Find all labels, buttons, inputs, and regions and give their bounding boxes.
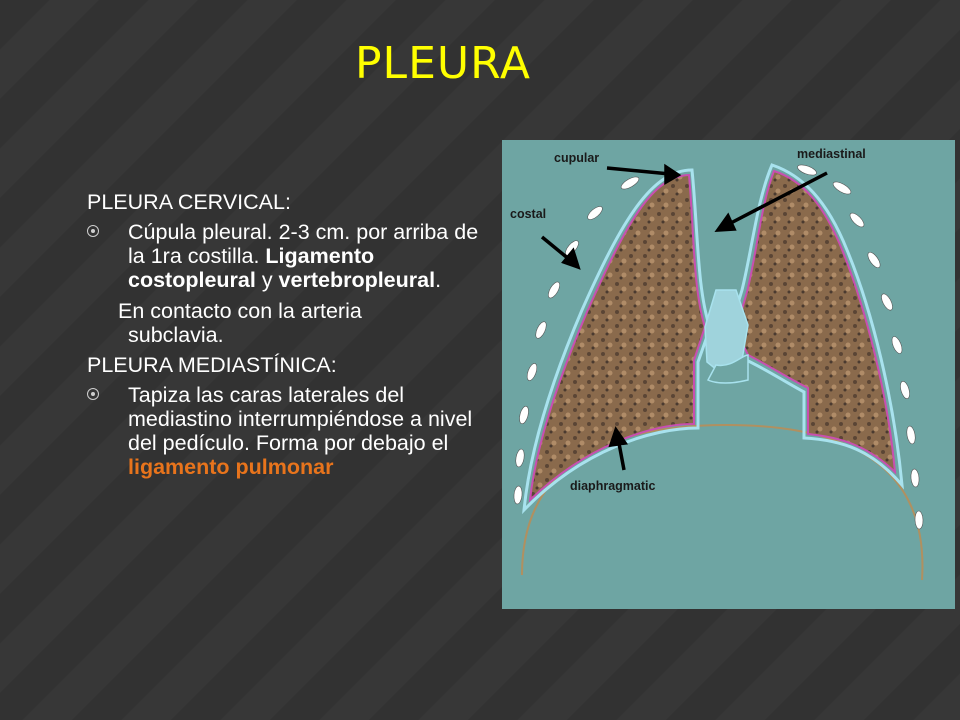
left-lung bbox=[530, 175, 705, 500]
note-arteria-cont: subclavia. bbox=[128, 323, 224, 347]
label-cupular: cupular bbox=[554, 151, 600, 165]
label-costal: costal bbox=[510, 207, 547, 221]
label-diaphragmatic: diaphragmatic bbox=[570, 479, 656, 493]
bullet-icon bbox=[87, 388, 99, 400]
section-heading-cervical: PLEURA CERVICAL: bbox=[87, 190, 291, 214]
bullet-icon bbox=[87, 225, 99, 237]
note-arteria: En contacto con la arteria bbox=[118, 299, 362, 323]
slide-body bbox=[87, 190, 487, 479]
section-heading-mediastinica: PLEURA MEDIASTÍNICA: bbox=[87, 353, 337, 377]
bullet-cupula-text-3: . bbox=[435, 268, 442, 292]
slide-title: PLEURA bbox=[355, 38, 531, 89]
bullet-cupula-text: Cúpula pleural. 2-3 cm. por arriba de la 1ra costilla. bbox=[128, 220, 479, 268]
pleura-diagram-svg bbox=[502, 140, 955, 609]
bullet-cupula-text-2: y bbox=[255, 268, 279, 292]
bullet-tapiza-text: Tapiza las caras laterales del mediastino interrumpiéndose a nivel del pedículo. Forma por debajo el bbox=[128, 383, 473, 455]
bullet-tapiza-highlight: ligamento pulmonar bbox=[128, 455, 334, 479]
pleura-diagram bbox=[502, 140, 955, 609]
label-mediastinal: mediastinal bbox=[797, 147, 866, 161]
bullet-cupula bbox=[87, 220, 487, 292]
bullet-cupula-bold-1: Ligamento costopleural bbox=[128, 244, 375, 292]
bullet-cupula-bold-2: vertebropleural bbox=[278, 268, 436, 292]
bullet-tapiza bbox=[87, 383, 487, 479]
